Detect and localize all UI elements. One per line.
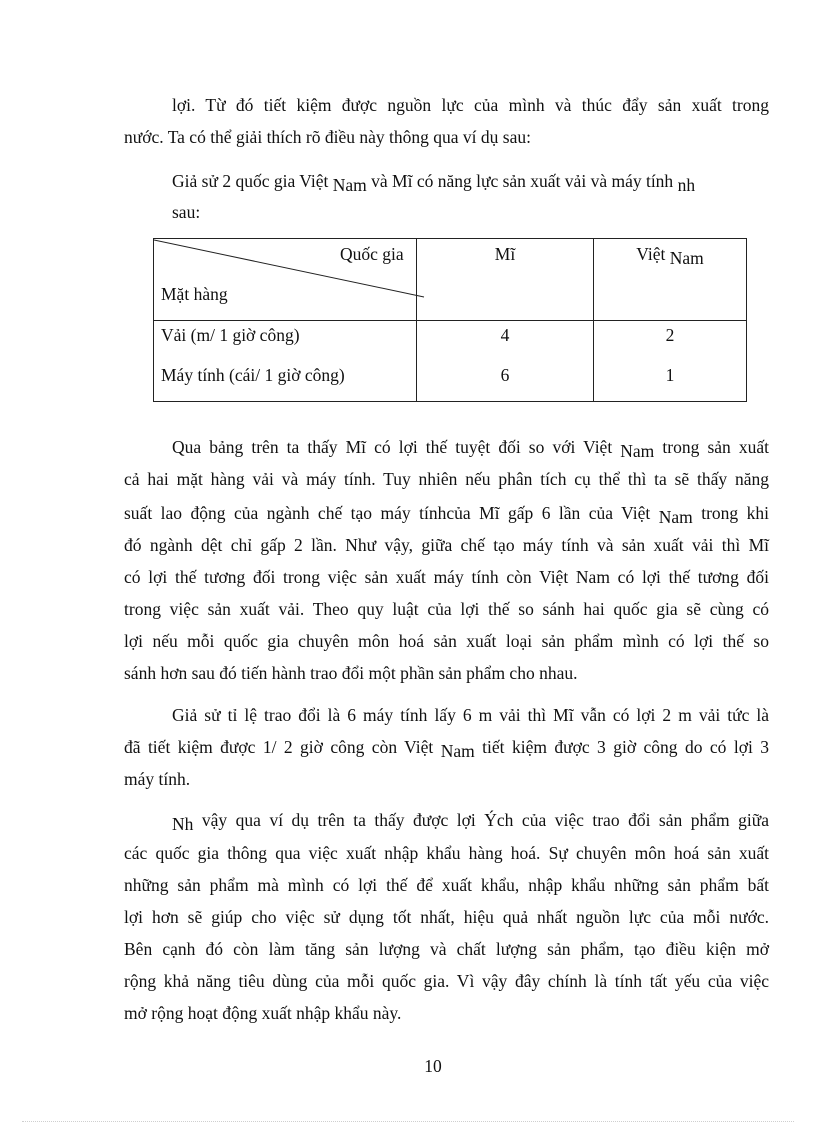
text-run-subscript: Nam: [620, 441, 655, 461]
text-run: Giả sử 2 quốc gia Việt: [172, 171, 329, 191]
text-run-subscript: Nh: [172, 814, 194, 834]
text-run: đã tiết kiệm được 1/ 2 giờ công còn Việt: [124, 737, 434, 757]
column-header-vietnam: [594, 243, 746, 268]
text-run: và Mĩ có năng lực sản xuất vải và máy tính: [371, 171, 674, 191]
row-label-fabric: Vải (m/ 1 giờ công): [161, 325, 300, 345]
paragraph-1-line-1: lợi. Từ đó tiết kiệm được nguồn lực của mình và thúc đẩy sản xuất trong: [172, 95, 769, 115]
row-label-computer: Máy tính (cái/ 1 giờ công): [161, 365, 345, 385]
table-divider: [154, 320, 746, 321]
paragraph-5-line-1: [172, 809, 770, 834]
paragraph-5-line-4: lợi hơn sẽ giúp cho việc sử dụng tốt nhất, hiệu quả nhất nguồn lực của mỗi nước.: [124, 907, 769, 927]
text-run-subscript: Nam: [658, 507, 693, 527]
cell-vietnam-fabric: 2: [665, 325, 675, 345]
paragraph-3-line-5: có lợi thế tương đối trong việc sản xuất máy tính còn Việt Nam có lợi thế tương đối: [124, 567, 769, 587]
paragraph-3-line-2: cả hai mặt hàng vải và máy tính. Tuy nhiên nếu phân tích cụ thể thì ta sẽ thấy năng: [124, 469, 769, 489]
text-run: Qua bảng trên ta thấy Mĩ có lợi thế tuyệt đối so với Việt: [172, 437, 613, 457]
paragraph-5-line-7: mở rộng hoạt động xuất nhập khẩu này.: [124, 1003, 402, 1023]
cell-mi-computer: 6: [500, 365, 510, 385]
text-run: tiết kiệm được 3 giờ công do có lợi 3: [482, 737, 770, 757]
text-run: trong khi: [701, 503, 769, 523]
paragraph-4-line-2: [124, 736, 770, 761]
text-run: Việt: [636, 244, 666, 264]
header-country: Quốc gia: [340, 244, 404, 264]
text-run-subscript: Nam: [669, 248, 704, 268]
paragraph-3-line-7: lợi nếu mỗi quốc gia chuyên môn hoá sản xuất loại sản phẩm mình có lợi thế so: [124, 631, 769, 651]
paragraph-5-line-3: những sản phẩm mà mình có lợi thế để xuất khẩu, nhập khẩu những sản phẩm bất: [124, 875, 769, 895]
paragraph-5-line-6: rộng khả năng tiêu dùng của mỗi quốc gia. Vì vậy đây chính là tính tất yếu của việc: [124, 971, 769, 991]
page-bottom-rule: [22, 1121, 794, 1122]
text-run-subscript: Nam: [440, 741, 475, 761]
paragraph-2-line-1: [172, 170, 696, 195]
paragraph-3-line-3: [124, 502, 769, 527]
cell-vietnam-computer: 1: [665, 365, 675, 385]
text-run: suất lao động của ngành chế tạo máy tínhcủa Mĩ gấp 6 lần của Việt: [124, 503, 651, 523]
text-run-subscript: nh: [677, 175, 696, 195]
text-run: vậy qua ví dụ trên ta thấy được lợi Ých của việc trao đổi sản phẩm giữa: [201, 810, 770, 830]
paragraph-3-line-6: trong việc sản xuất vải. Theo quy luật của lợi thế so sánh hai quốc gia sẽ cùng có: [124, 599, 769, 619]
text-run-subscript: Nam: [332, 175, 367, 195]
paragraph-2-line-2: sau:: [172, 202, 201, 222]
page-number: 10: [424, 1056, 442, 1076]
text-run: trong sản xuất: [662, 437, 769, 457]
paragraph-4-line-1: Giả sử tỉ lệ trao đổi là 6 máy tính lấy 6 m vải thì Mĩ vẫn có lợi 2 m vải tức là: [172, 705, 769, 725]
paragraph-5-line-5: Bên cạnh đó còn làm tăng sản lượng và chất lượng sản phẩm, tạo điều kiện mở: [124, 939, 769, 959]
paragraph-3-line-4: đó ngành dệt chỉ gấp 2 lần. Như vậy, giữa chế tạo máy tính và sản xuất vải thì Mĩ: [124, 535, 769, 555]
paragraph-5-line-2: các quốc gia thông qua việc xuất nhập khẩu hàng hoá. Sự chuyên môn hoá sản xuất: [124, 843, 769, 863]
paragraph-3-line-8: sánh hơn sau đó tiến hành trao đổi một phần sản phẩm cho nhau.: [124, 663, 578, 683]
paragraph-3-line-1: [172, 436, 769, 461]
column-header-mi: Mĩ: [494, 244, 516, 264]
header-item: Mặt hàng: [161, 284, 228, 304]
paragraph-1-line-2: nước. Ta có thể giải thích rõ điều này thông qua ví dụ sau:: [124, 127, 531, 147]
comparison-table: [153, 238, 747, 402]
paragraph-4-line-3: máy tính.: [124, 769, 191, 789]
cell-mi-fabric: 4: [500, 325, 510, 345]
